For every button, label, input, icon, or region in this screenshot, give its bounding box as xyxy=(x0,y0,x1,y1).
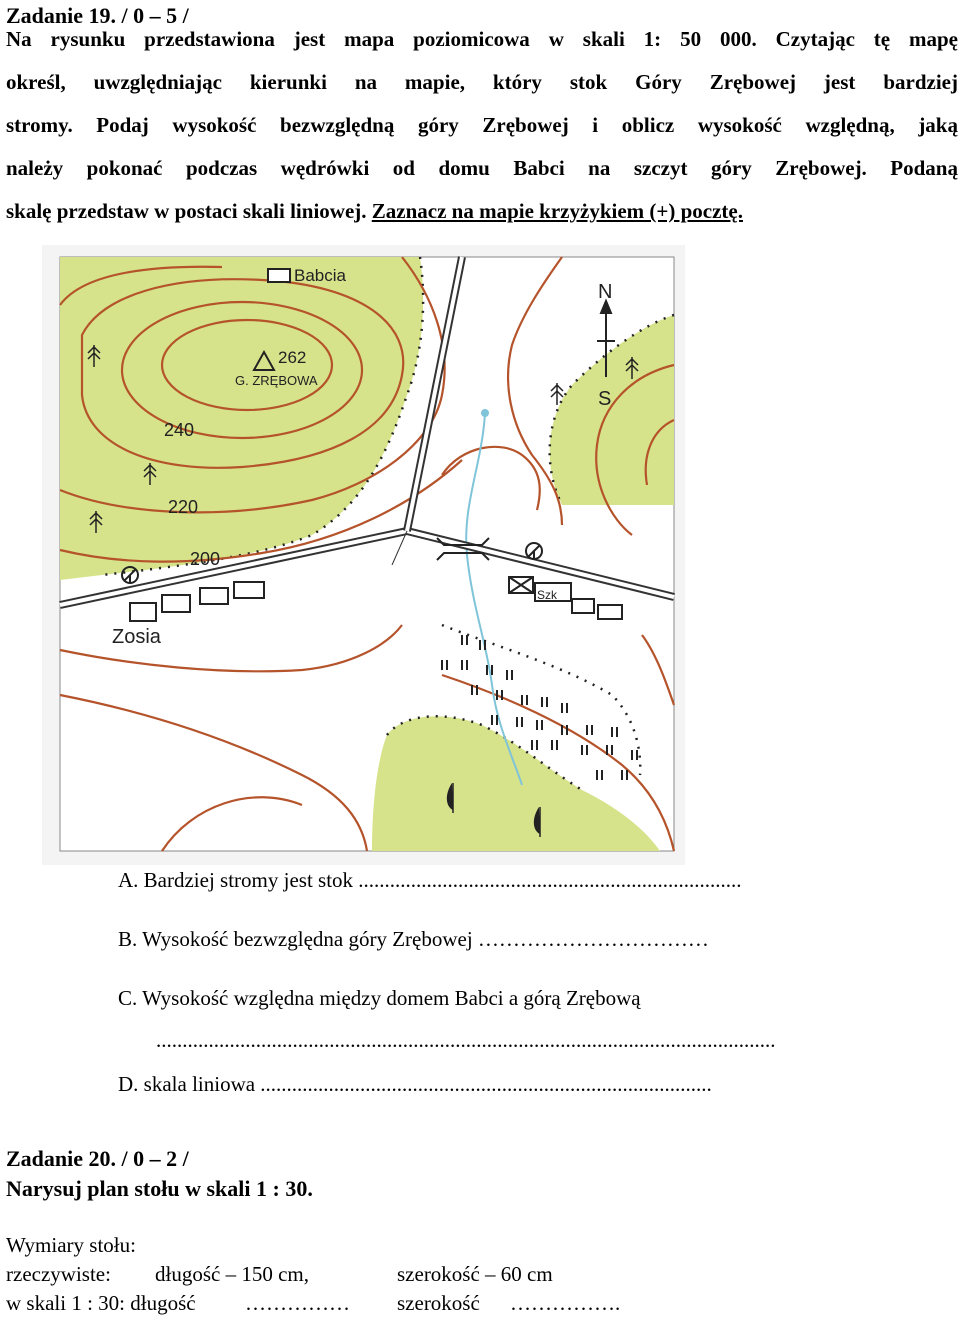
zosia-house-1[interactable] xyxy=(130,603,156,621)
label-zosia: Zosia xyxy=(112,626,161,648)
answer-c-dots[interactable]: ...................................................................................................................... xyxy=(156,1028,776,1052)
task19-line-5-text: skalę przedstaw w postaci skali liniowej. xyxy=(6,199,367,223)
house-5[interactable] xyxy=(572,599,594,613)
scaled-length-blank[interactable]: …………… xyxy=(245,1291,350,1315)
answer-c: C. Wysokość względna między domem Babci a górą Zrębową xyxy=(118,986,641,1010)
house-2[interactable] xyxy=(162,595,190,612)
task19-line-4: należy pokonać podczas wędrówki od domu Babci na szczyt góry Zrębowej. Podaną xyxy=(6,156,958,180)
label-north: N xyxy=(598,281,613,303)
label-south: S xyxy=(598,388,612,410)
house-6[interactable] xyxy=(598,605,622,619)
label-contour-220: 220 xyxy=(168,497,199,517)
house-4[interactable] xyxy=(234,582,264,598)
table-dims-label: Wymiary stołu: xyxy=(6,1233,136,1257)
scaled-prefix: w skali 1 : 30: długość xyxy=(6,1291,196,1315)
task19-title: Zadanie 19. / 0 – 5 / xyxy=(6,3,189,28)
real-width: szerokość – 60 cm xyxy=(397,1262,553,1286)
answer-a[interactable]: A. Bardziej stromy jest stok ......................................................................... xyxy=(118,868,742,892)
task19-underlined-instruction: Zaznacz na mapie krzyżykiem (+) pocztę. xyxy=(371,199,743,223)
task19-line-2: określ, uwzględniając kierunki na mapie, który stok Góry Zrębowej jest bardziej xyxy=(6,70,958,94)
scaled-width-blank[interactable]: ……………. xyxy=(510,1291,621,1315)
task19-line-3: stromy. Podaj wysokość bezwzględną góry Zrębowej i oblicz wysokość względną, jaką xyxy=(6,113,958,137)
real-length: długość – 150 cm, xyxy=(155,1262,309,1286)
answer-b[interactable]: B. Wysokość bezwzględna góry Zrębowej …………………………… xyxy=(118,927,709,951)
task20-subtitle: Narysuj plan stołu w skali 1 : 30. xyxy=(6,1176,313,1201)
label-contour-200: 200 xyxy=(190,549,221,569)
contour-map[interactable] xyxy=(42,245,685,865)
task19-line-5 xyxy=(6,190,958,233)
scaled-width-label: szerokość xyxy=(397,1291,480,1315)
task19-instructions xyxy=(6,18,958,233)
stream-spring xyxy=(481,409,489,417)
task19-line-1: Na rysunku przedstawiona jest mapa poziomicowa w skali 1: 50 000. Czytając tę mapę xyxy=(6,27,958,51)
task20-title: Zadanie 20. / 0 – 2 / xyxy=(6,1146,189,1171)
babcia-house[interactable] xyxy=(268,269,290,282)
label-babcia: Babcia xyxy=(294,266,346,285)
house-3[interactable] xyxy=(200,588,228,604)
label-school: Szk xyxy=(537,588,558,602)
label-mountain-name: G. ZRĘBOWA xyxy=(235,373,318,388)
real-prefix: rzeczywiste: xyxy=(6,1262,111,1286)
answer-d[interactable]: D. skala liniowa ...................................................................................... xyxy=(118,1072,712,1096)
label-contour-240: 240 xyxy=(164,420,195,440)
label-peak-height: 262 xyxy=(278,348,307,367)
